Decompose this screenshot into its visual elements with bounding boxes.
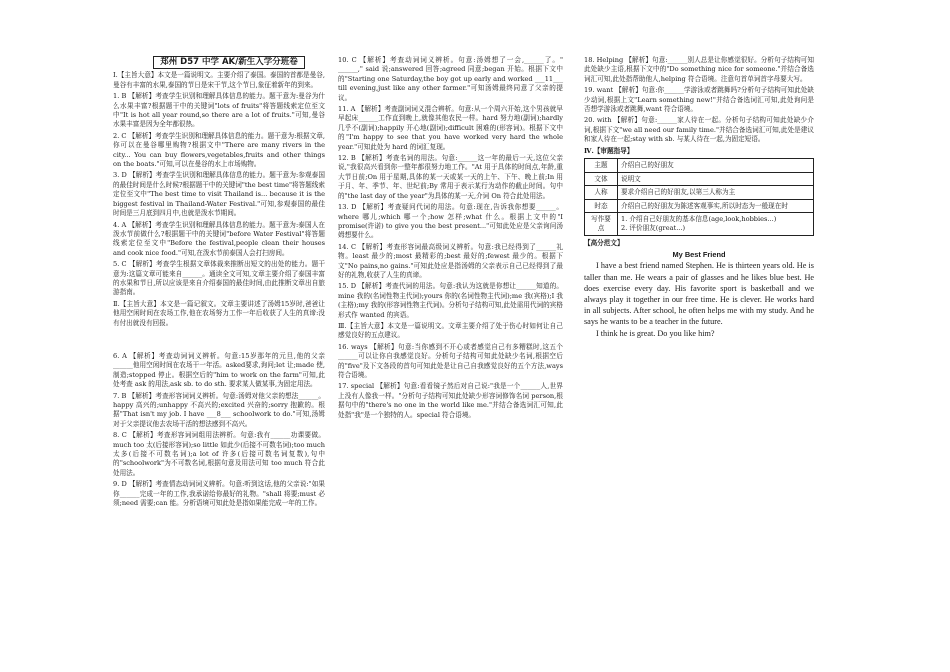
answer-18: 18. Helping 【解析】句意:______别人总是让你感觉很好。分析句子结构可知此处缺少主语,根据下文中的"Do something nice for someone."并结合备选词汇可知,此处指帮助他人,helping 符合语境。注意句首单词首字母要大写。 xyxy=(584,56,814,83)
section-1-summary: Ⅰ.【主旨大意】本文是一篇说明文。主要介绍了泰国。泰国的首都是曼谷,曼谷有丰富的水果,泰国的节日是宋干节,这个节日,象征着新年的到来。 xyxy=(113,71,325,89)
writing-guide-table xyxy=(584,158,814,236)
answer-20: 20. with 【解析】句意:______家人待在一起。分析句子结构可知此处缺少介词,根据下文"we all need our family time."并结合备选词汇可知,此处是建议和家人待在一起;stay with sb. 与某人待在一起,为固定短语。 xyxy=(584,116,814,144)
guide-key: 文体 xyxy=(585,172,618,186)
column-middle xyxy=(338,56,563,422)
page-title: 郑州 D57 中学 AK/新生入学分班卷 xyxy=(153,56,305,69)
section-4-heading: Ⅳ.【审题指导】 xyxy=(584,146,634,155)
model-essay-label: 【高分范文】 xyxy=(584,238,624,247)
answer-13: 13. D 【解析】考查疑问代词的用法。句意:现在,告诉我你想要______。where 哪儿;which 哪一个;how 怎样;what 什么。根据上文中的"I promise(许诺) to give you the best present..."可知此处应是父亲询问汤姆想要什么。 xyxy=(338,203,563,240)
guide-value: 说明文 xyxy=(618,172,814,186)
answer-3: 3. D 【解析】考查学生识别和理解具体信息的能力。题干意为:参观泰国的最佳时间是什么时候?根据题干中的关键词"the best time"将答题线索定位至文中"The best time to visit Thailand is... because it is the biggest festival in Thailand-Water Festival."可知,参观泰国的最佳时间是三月底到四月中,也就是泼水节期间。 xyxy=(113,171,325,218)
essay-paragraph-1: I have a best friend named Stephen. He is thirteen years old. He is taller than me. He wears a pair of glasses and he likes blue best. He does exercise every day. His favorite sport is basketball and we always play it together in our free time. He is clever. He works hard in all subjects. After school, he often helps me with my study. And he says he wants to be a teacher in the future. xyxy=(584,261,814,327)
answer-2: 2. C 【解析】考查学生识别和理解具体信息的能力。题干意为:根据文章,你可以在曼谷哪里购物?根据文中"There are many rivers in the city... You can buy flowers,vegetables,fruits and other things on the boats."可知,可以在曼谷的水上市场购物。 xyxy=(113,131,325,169)
answer-9: 9. D 【解析】考查情态动词词义辨析。句意:听到这话,他的父亲说:"如果你______完成一年的工作,我承诺给你最好的礼物。"shall 将要;must 必须;need 需要;can 能。分析语境可知此处是指如果能完成一年的工作。 xyxy=(113,480,325,508)
answer-5: 5. C 【解析】考查学生根据文章体裁来推断出短文的出处的能力。题干意为:这篇文章可能来自______。通读全文可知,文章主要介绍了泰国丰富的水果和节日,所以应该是来自介绍泰国的最佳时间,由此推断文章出自旅游指南。 xyxy=(113,260,325,297)
section-2-summary: Ⅱ.【主旨大意】本文是一篇记叙文。文章主要讲述了汤姆15岁时,爸爸让他用空闲时间在农场工作,他在农场努力工作一年后收获了人生的真谛:没有付出就没有回报。 xyxy=(113,299,325,327)
table-row xyxy=(585,159,814,173)
answer-7: 7. B 【解析】考查形容词词义辨析。句意:汤姆对他父亲的想法______。happy 高兴的;unhappy 不高兴的;excited 兴奋的;sorry 抱歉的。根据"That isn't my job. I have ___8___ schoolwork to do."可知,汤姆对于父亲提议他去农场干活的想法感到不高兴。 xyxy=(113,391,325,428)
guide-key: 写作要点 xyxy=(585,213,618,235)
guide-key: 人称 xyxy=(585,186,618,200)
column-right xyxy=(584,56,814,339)
answer-12: 12. B 【解析】考查名词的用法。句意:______这一年的最后一天,这位父亲说,"我很高兴看到你一整年都很努力地工作。"At 用于具体的时间点,年龄,重大节日前;On 用于星期,具体的某一天或某一天的上午、下午、晚上前;In 用于月、年、季节、年、世纪前;By 常用于表示某行为动作的截止时间。句中的"the last day of the year"为具体的某一天,介词 On 符合此处用法。 xyxy=(338,154,563,200)
answer-1: 1. B 【解析】考查学生识别和理解具体信息的能力。题干意为:曼谷为什么水果丰富?根据题干中的关键词"lots of fruits"将答题线索定位至文中"It is hot all year round,so there are a lot of fruits."可知,曼谷水果丰富是因为全年都很热。 xyxy=(113,92,325,129)
answer-14: 14. C 【解析】考查形容词最高级词义辨析。句意:我已经得到了______礼物。least 最少的;most 最精彩的;best 最好的;fewest 最少的。根据下文"No pains,no gains."可知此处应是指汤姆的父亲表示自己已经得到了最好的礼物,收获了人生的真谛。 xyxy=(338,242,563,279)
table-row xyxy=(585,199,814,213)
table-row xyxy=(585,172,814,186)
essay-title: My Best Friend xyxy=(672,250,726,260)
guide-key: 时态 xyxy=(585,199,618,213)
answer-16: 16. ways 【解析】句意:当你感到不开心或者感觉自己有多糟糕时,这五个______可以让你自我感觉良好。分析句子结构可知此处缺少名词,根据空后的"five"及下文各段的首句可知此处是让自己自我感觉良好的五个方法,ways 符合语境。 xyxy=(338,342,563,379)
guide-value: 介绍自己的好朋友 xyxy=(618,159,814,173)
guide-key: 主题 xyxy=(585,159,618,173)
section-3-summary: Ⅲ.【主旨大意】本文是一篇说明文。文章主要介绍了处于伤心时如何让自己感觉良好的五点建议。 xyxy=(338,321,563,340)
guide-point-2: 2. 评价朋友(great...) xyxy=(621,224,686,233)
guide-value: 要求介绍自己的好朋友,以第三人称为主 xyxy=(618,186,814,200)
answer-11: 11. A 【解析】考查副词词义混合辨析。句意:从一个周六开始,这个男孩就早早起床______工作直到晚上,就像其他农民一样。hard 努力地(副词);hardly 几乎不(副词);happily 开心地(副词);difficult 困难的(形容词)。根据下文中的"I'm happy to see that you have worked very hard the whole year."可知此处为 hard 的词汇复现。 xyxy=(338,105,563,151)
guide-value xyxy=(618,213,814,235)
answer-17: 17. special 【解析】句意:看看镜子然后对自己说:"我是一个______人,世界上没有人像我一样。"分析句子结构可知此处缺少形容词修饰名词 person,根据句中的"there's no one in the world like me."并结合备选词汇可知,此处指"我"是一个独特的人。special 符合语境。 xyxy=(338,382,563,419)
table-row xyxy=(585,213,814,235)
table-row xyxy=(585,186,814,200)
answer-10: 10. C 【解析】考查动词词义辨析。句意:汤姆想了一会,______了。" ______," said 说;answered 回答;agreed 同意;began 开始。根据下文中的"Starting one Saturday,the boy got up early and worked ___11___ till evening,just like any other farmer."可知汤姆最终同意了父亲的提议。 xyxy=(338,56,563,102)
answer-8: 8. C 【解析】考查形容词词组用法辨析。句意:我有______功课要做。much too 太(后接形容词);so little 如此少(后接不可数名词);too much 太多(后接不可数名词);a lot of 许多(后接可数名词复数),句中的"schoolwork"为不可数名词,根据句意及用法可知 too much 符合此处用法。 xyxy=(113,431,325,477)
answer-6: 6. A 【解析】考查动词词义辨析。句意:15岁那年的元旦,他的父亲______他用空闲时间在农场干一年活。asked要求,询问;let 让;made 使,制造;stopped 停止。根据空后的"him to work on the farm"可知,此处考查 ask 的用法,ask sb. to do sth. 要求某人做某事,为固定用法。 xyxy=(113,351,325,389)
column-left xyxy=(113,56,325,510)
answer-4: 4. A 【解析】考查学生识别和理解具体信息的能力。题干意为:泰国人在泼水节前做什么?根据题干中的关键词"before Water Festival"将答题线索定位至文中"Before the festival,people clean their houses and cook nice food."可知,在泼水节前泰国人会打扫房间。 xyxy=(113,220,325,257)
answer-19: 19. want 【解析】句意:你______学游泳或者跳舞吗?分析句子结构可知此处缺少动词,根据上文"Learn something new!"并结合备选词汇可知,此处询问是否想学游泳或者跳舞,want 符合语境。 xyxy=(584,86,814,114)
essay-paragraph-2: I think he is great. Do you like him? xyxy=(596,328,715,338)
guide-value: 介绍自己的好朋友为陈述客观事实,所以时态为一般现在时 xyxy=(618,199,814,213)
guide-point-1: 1. 介绍自己好朋友的基本信息(age,look,hobbies...) xyxy=(621,215,777,224)
answer-15: 15. D 【解析】考查代词的用法。句意:我认为这就是你想让______知道的。mine 我的(名词性物主代词);yours 你的(名词性物主代词);me 我(宾格);I 我(主格);my 我的(形容词性物主代词)。分析句子结构可知,此处需用代词的宾格形式作 wanted 的宾语。 xyxy=(338,282,563,319)
